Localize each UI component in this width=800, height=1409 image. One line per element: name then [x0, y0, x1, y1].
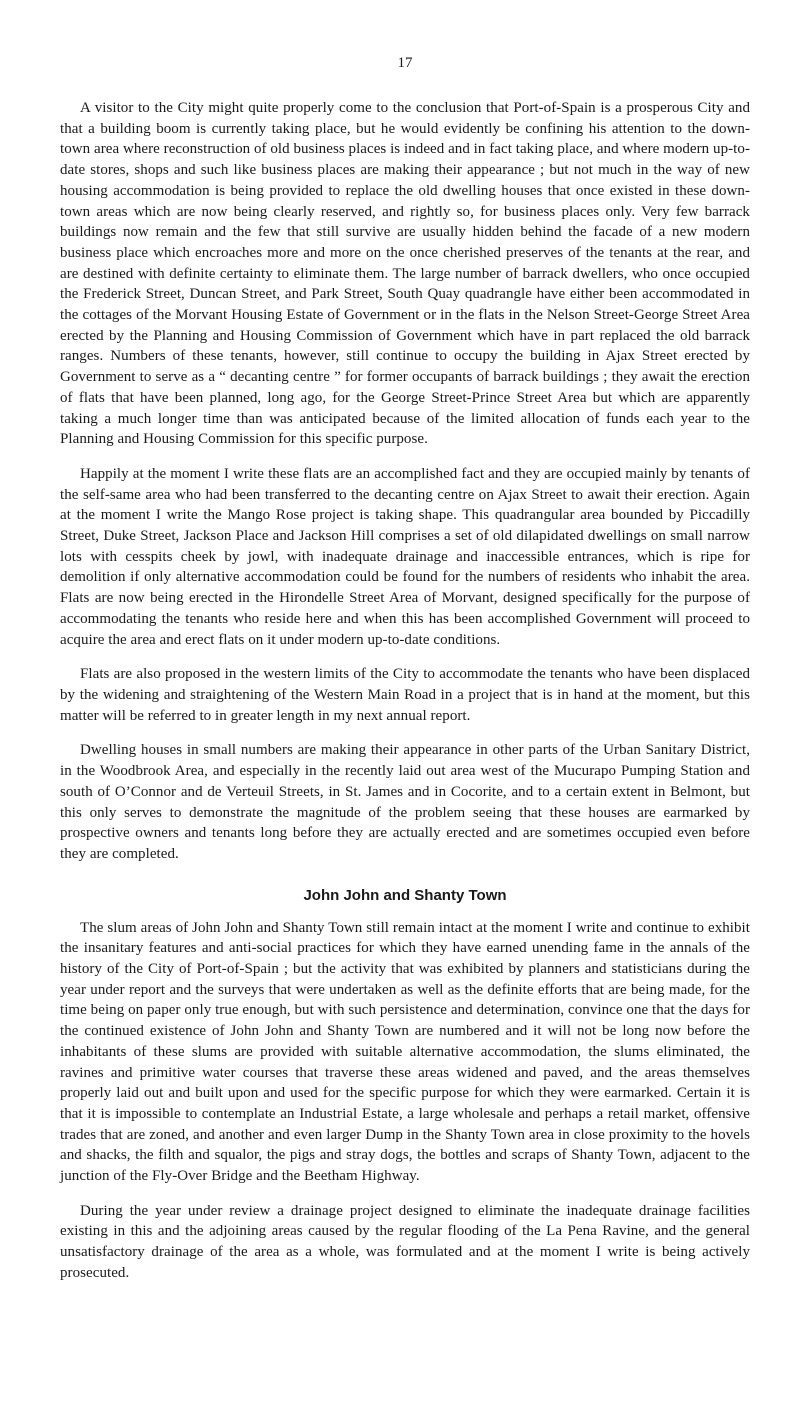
- paragraph-mango-rose: Happily at the moment I write these flats are an accomplished fact and they are occupied mainly by tenants of the self-same area who had been transferred to the decanting centre on Ajax Street to await their erection. Again at the moment I write the Mango Rose project is taking shape. This quadrangular area bounded by Piccadilly Street, Duke Street, Jackson Place and Jackson Hill comprises a set of old dilapidated dwellings on small narrow lots with cesspits cheek by jowl, with inadequate drainage and inaccessible entrances, which is ripe for demolition if only alternative accommodation could be found for the numbers of residents who inhabit the area. Flats are now being erected in the Hirondelle Street Area of Morvant, designed specifically for the purpose of accommodating the tenants who reside here and when this has been accomplished Government will proceed to acquire the area and erect flats on it under modern up-to-date conditions.: [60, 465, 750, 648]
- paragraph-western-flats: Flats are also proposed in the western limits of the City to accommodate the tenants who have been displaced by the widening and straightening of the Western Main Road in a project that is in hand at the moment, but this matter will be referred to in greater length in my next annual report.: [60, 666, 750, 724]
- paragraph-city-overview: A visitor to the City might quite properly come to the conclusion that Port-of-Spain is a prosperous City and that a building boom is currently taking place, but he would evidently be confining his attention to the down-town area where reconstruction of old business places is indeed and in fact taking place, and where modern up-to-date stores, shops and such like business places are making their appearance ; but not much in the way of new housing accommodation is being provided to replace the old dwelling houses that once existed in these down-town areas which are now being clearly reserved, and rightly so, for business places only. Very few barrack buildings now remain and the few that still survive are usually hidden behind the facade of a new modern business place which encroaches more and more on the once cherished preserves of the tenants at the rear, and are destined with definite certainty to eliminate them. The large number of barrack dwellers, who once occupied the Frederick Street, Duncan Street, and Park Street, South Quay quadrangle have either been accommodated in the cottages of the Morvant Housing Estate of Government or in the flats in the Nelson Street-George Street Area erected by the Planning and Housing Commission of Government which have in part replaced the old barrack ranges. Numbers of these tenants, however, still continue to occupy the building in Ajax Street erected by Government to serve as a “ decanting centre ” for former occupants of barrack buildings ; they await the erection of flats that have been planned, long ago, for the George Street-Prince Street Area but which are apparently taking a much longer time than was anticipated because of the limited allocation of funds each year to the Planning and Housing Commission for this specific purpose.: [60, 100, 750, 448]
- paragraph-dwelling-houses: Dwelling houses in small numbers are making their appearance in other parts of the Urban Sanitary District, in the Woodbrook Area, and especially in the recently laid out area west of the Mucurapo Pumping Station and south of O’Connor and de Verteuil Streets, in St. James and in Cocorite, and to a certain extent in Belmont, but this only serves to demonstrate the magnitude of the problem seeing that these houses are earmarked by prospective owners and tenants long before they are actually erected and are sometimes occupied even before they are completed.: [60, 742, 750, 862]
- section-heading: John John and Shanty Town: [303, 886, 507, 904]
- paragraph-slum-areas: The slum areas of John John and Shanty Town still remain intact at the moment I write and continue to exhibit the insanitary features and anti-social practices for which they have earned unending fame in the annals of the history of the City of Port-of-Spain ; but the activity that was exhibited by planners and statisticians during the year under report and the surveys that were undertaken as well as the definite efforts that are being made, for the time being on paper only true enough, but with such persistence and determination, convince one that the days for the continued existence of John John and Shanty Town are numbered and it will not be long now before the inhabitants of these slums are provided with suitable alternative accommodation, the slums eliminated, the ravines and primitive water courses that traverse these areas widened and paved, and the areas themselves properly laid out and built upon and used for the specific purpose for which they were earmarked. Certain it is that it is impossible to contemplate an Industrial Estate, a large wholesale and perhaps a retail market, offensive trades that are zoned, and another and even larger Dump in the Shanty Town area in close proximity to the hovels and shacks, the filth and squalor, the pigs and stray dogs, the bottles and scraps of Shanty Town, adjacent to the junction of the Fly-Over Bridge and the Beetham Highway.: [60, 919, 750, 1185]
- body-text: [60, 98, 750, 1298]
- paragraph-drainage-project: During the year under review a drainage project designed to eliminate the inadequate drainage facilities existing in this and the adjoining areas caused by the regular flooding of the La Pena Ravine, and the general unsatisfactory drainage of the area as a whole, was formulated and at the moment I write is being actively prosecuted.: [60, 1202, 750, 1281]
- page-number: 17: [397, 55, 413, 71]
